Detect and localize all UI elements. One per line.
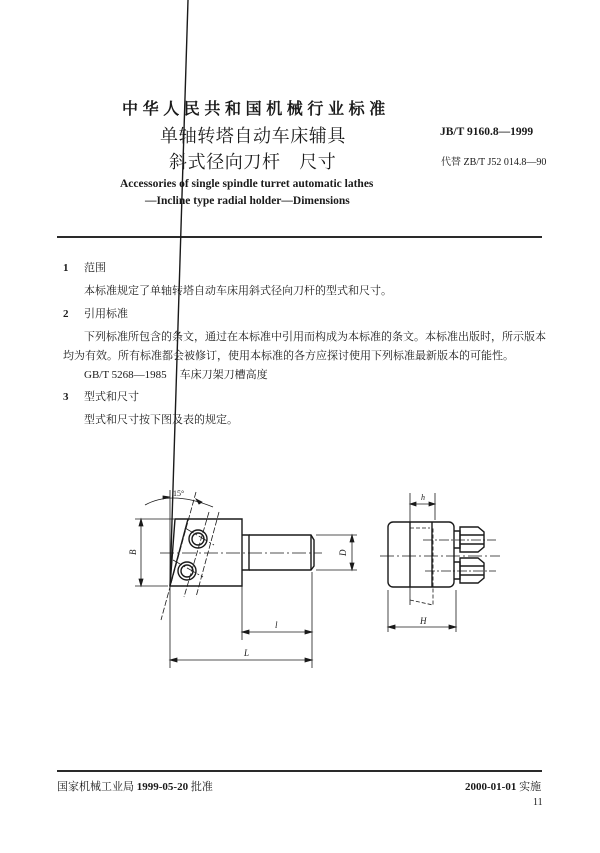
section-title: 引用标准 <box>84 307 128 320</box>
title-cn-line2: 斜式径向刀杆 尺寸 <box>169 152 337 173</box>
reference-code: GB/T 5268—1985 <box>84 369 167 381</box>
effective-label: 实施 <box>519 780 542 793</box>
approval-label: 批准 <box>190 780 213 793</box>
reference-title: 车床刀架刀槽高度 <box>179 368 268 381</box>
approving-authority: 国家机械工业局 <box>57 780 134 793</box>
section-number: 2 <box>63 308 69 320</box>
title-en-line1: Accessories of single spindle turret automatic lathes <box>120 178 374 190</box>
national-standard-heading: 中华人民共和国机械行业标准 <box>122 99 390 118</box>
angle-label: 15° <box>173 489 185 498</box>
dimension-label-L: L <box>244 648 250 658</box>
footer-divider <box>57 770 542 772</box>
section-number: 1 <box>63 262 69 274</box>
section-title: 型式和尺寸 <box>84 390 139 403</box>
dimension-label-l: l <box>275 620 278 630</box>
title-cn-line1: 单轴转塔自动车床辅具 <box>160 126 346 147</box>
section-2-paragraph-line1: 下列标准所包含的条文，通过在本标准中引用而构成为本标准的条文。本标准出版时，所示版本 <box>84 330 546 343</box>
effective-info <box>465 778 541 794</box>
approval-date: 1999-05-20 <box>136 781 189 793</box>
section-number: 3 <box>63 391 69 403</box>
section-3-paragraph: 型式和尺寸按下图及表的规定。 <box>84 413 238 426</box>
shank-outline <box>249 535 314 570</box>
effective-date: 2000-01-01 <box>465 781 517 793</box>
dimension-label-h: h <box>421 493 425 502</box>
section-title: 范围 <box>84 261 106 274</box>
section-1-paragraph: 本标准规定了单轴转塔自动车床用斜式径向刀杆的型式和尺寸。 <box>84 284 392 297</box>
page-number: 11 <box>533 797 543 808</box>
standard-number: JB/T 9160.8—1999 <box>440 126 534 138</box>
dimension-label-B: B <box>128 549 138 555</box>
approval-info <box>57 778 213 794</box>
dimension-label-D: D <box>338 549 348 556</box>
side-view-body <box>388 522 454 587</box>
holder-body-outline <box>170 519 242 586</box>
replaces-standard: 代替 ZB/T J52 014.8—90 <box>441 157 547 168</box>
section-2-paragraph-line2: 均为有效。所有标准都会被修订，使用本标准的各方应探讨使用下列标准最新版本的可能性。 <box>63 349 514 362</box>
dimension-label-H: H <box>420 616 427 626</box>
title-en-line2: —Incline type radial holder—Dimensions <box>145 195 350 207</box>
